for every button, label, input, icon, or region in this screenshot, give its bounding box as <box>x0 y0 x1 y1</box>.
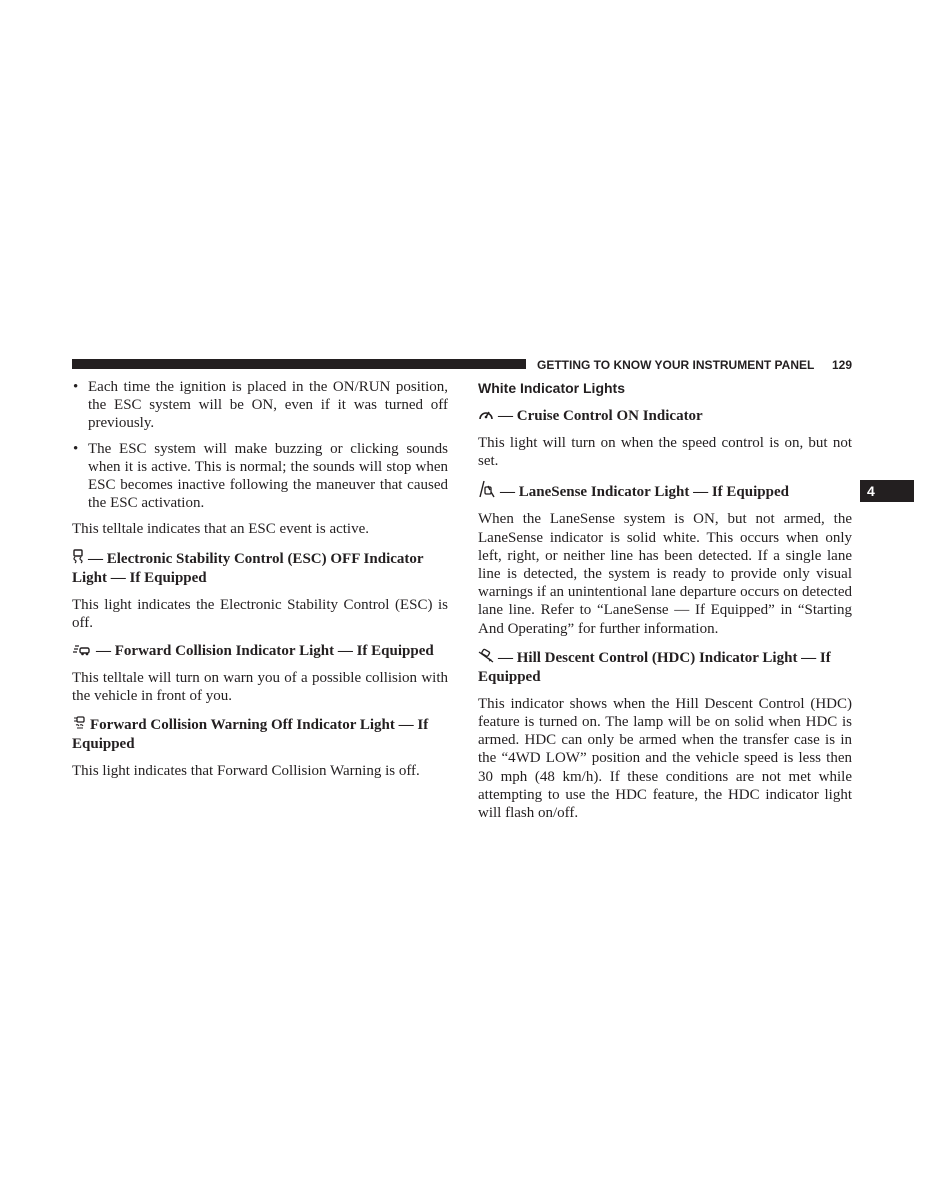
esc-off-icon <box>72 549 84 565</box>
page-number: 129 <box>831 358 852 372</box>
hdc-body: This indicator shows when the Hill Descent Control (HDC) feature is turned on. The lamp will be on solid when HDC is armed. HDC can only be armed when the transfer case is in the “4WD LOW” position and the vehicle speed is less then 30 mph (48 km/h). If these conditions are not met while attempting to use the HDC feature, the HDC indicator light will flash on/off. <box>478 695 852 822</box>
list-item: • The ESC system will make buzzing or clicking sounds when it is active. This is normal; the sounds will stop when ESC becomes inactive following the maneuver that caused the ESC activation. <box>72 440 448 513</box>
fcw-body: This telltale will turn on warn you of a possible collision with the vehicle in front of you. <box>72 670 448 705</box>
running-header <box>537 358 852 372</box>
cruise-control-icon <box>478 408 494 422</box>
esc-telltale-text: This telltale indicates that an ESC event is active. <box>72 521 369 538</box>
cruise-heading-text: — Cruise Control ON Indicator <box>498 408 703 424</box>
esc-off-heading <box>72 549 448 588</box>
hdc-heading-text: — Hill Descent Control (HDC) Indicator Light — If Equipped <box>478 649 831 685</box>
esc-off-body: This light indicates the Electronic Stability Control (ESC) is off. <box>72 596 448 631</box>
chapter-tab[interactable]: 4 <box>860 480 914 502</box>
esc-off-heading-text: — Electronic Stability Control (ESC) OFF Indicator Light — If Equipped <box>72 550 424 586</box>
cruise-body: This light will turn on when the speed control is on, but not set. <box>478 435 852 470</box>
forward-collision-icon <box>72 643 92 657</box>
left-column <box>72 378 448 789</box>
forward-collision-off-icon <box>72 715 86 731</box>
cruise-heading <box>478 407 852 426</box>
running-header-title: GETTING TO KNOW YOUR INSTRUMENT PANEL <box>537 358 815 372</box>
lanesense-icon <box>478 480 496 498</box>
lanesense-heading-text: — LaneSense Indicator Light — If Equipped <box>500 484 789 501</box>
lanesense-body: When the LaneSense system is ON, but not armed, the LaneSense indicator is solid white. This occurs when only left, right, or neither line has been detected. If a single lane line is detected, the system is ready to provide only visual warnings if an unintentional lane departure occurs on detected lane line. Refer to “LaneSense — If Equipped” in “Starting And Operating” for further information. <box>478 511 852 637</box>
fcw-off-heading-text: Forward Collision Warning Off Indicator Light — If Equipped <box>72 717 429 753</box>
fcw-heading <box>72 642 448 661</box>
section-title: White Indicator Lights <box>478 380 625 396</box>
header-rule <box>72 359 526 369</box>
lanesense-heading <box>478 480 852 502</box>
fcw-off-heading <box>72 715 448 754</box>
hdc-heading <box>478 648 852 687</box>
fcw-off-body: This light indicates that Forward Collision Warning is off. <box>72 763 420 780</box>
esc-bullet-list <box>72 378 448 512</box>
right-column <box>478 378 852 830</box>
hill-descent-icon <box>478 648 494 664</box>
list-item: • Each time the ignition is placed in the ON/RUN position, the ESC system will be ON, even if it was turned off previously. <box>72 378 448 433</box>
fcw-heading-text: — Forward Collision Indicator Light — If Equipped <box>96 643 434 660</box>
